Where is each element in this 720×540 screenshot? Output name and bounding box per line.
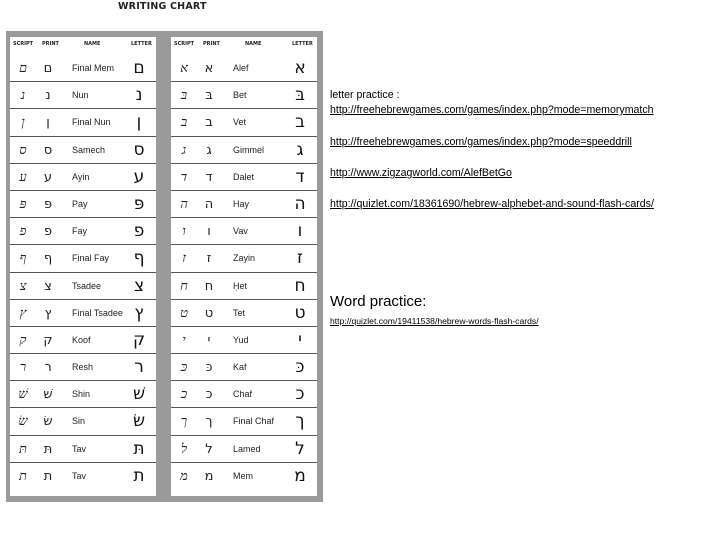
chart-panel-left	[10, 37, 156, 496]
header-script: SCRIPT	[174, 41, 195, 47]
letter-row	[10, 381, 156, 408]
hebrew-letter: ם	[133, 58, 145, 78]
column-headers	[171, 37, 317, 53]
print-glyph: י	[207, 332, 211, 348]
print-glyph: ך	[205, 414, 213, 430]
hebrew-letter: פּ	[133, 193, 145, 214]
hebrew-letter: ח	[294, 275, 306, 296]
script-glyph: ה	[180, 196, 188, 212]
letter-name: Samech	[72, 144, 106, 155]
script-glyph: ף	[19, 251, 27, 267]
print-glyph: ט	[204, 305, 214, 321]
letter-name: Kaf	[233, 362, 247, 373]
letter-name: Vet	[233, 117, 247, 128]
script-glyph: ס	[19, 142, 27, 158]
header-letter: LETTER	[292, 41, 313, 47]
header-print: PRINT	[42, 41, 59, 47]
script-glyph: ב	[180, 115, 188, 131]
print-glyph: א	[204, 61, 214, 76]
letter-name: Final Chaf	[233, 416, 275, 427]
letter-row	[10, 408, 156, 435]
script-glyph: פ	[19, 224, 27, 240]
script-glyph: מ	[180, 468, 188, 484]
script-glyph: ק	[19, 332, 27, 348]
letter-row	[171, 381, 317, 408]
letter-name: Final Fay	[72, 253, 110, 264]
hebrew-letter: ע	[133, 166, 145, 187]
letter-row	[171, 218, 317, 245]
link-alefbetgo[interactable]: http://www.zigzagworld.com/AlefBetGo	[330, 167, 512, 179]
print-glyph: שׁ	[43, 387, 53, 403]
header-script: SCRIPT	[13, 41, 34, 47]
letter-row	[10, 327, 156, 354]
script-glyph: ט	[180, 305, 188, 321]
print-glyph: צ	[44, 278, 52, 294]
print-glyph: פ	[43, 224, 53, 240]
link-memorymatch[interactable]: http://freehebrewgames.com/games/index.php?mode=memorymatch	[330, 104, 654, 116]
script-glyph: כ	[180, 387, 188, 403]
print-glyph: ק	[43, 332, 53, 348]
letter-practice-label: letter practice :	[330, 89, 400, 101]
letter-name: Bet	[233, 90, 247, 101]
script-glyph: ד	[180, 169, 188, 185]
letter-name: Sin	[72, 416, 86, 427]
letter-name: Final Tsadee	[72, 307, 123, 318]
letter-row	[171, 300, 317, 327]
letter-name: Shin	[72, 389, 91, 400]
hebrew-letter: נ	[135, 85, 143, 106]
letter-name: Gimmel	[233, 144, 264, 155]
letter-name: Tav	[72, 470, 87, 481]
print-glyph: ף	[43, 251, 53, 267]
chart-panel-right	[171, 37, 317, 496]
letter-row	[10, 218, 156, 245]
script-glyph: ו	[182, 224, 186, 240]
letter-name: Nun	[72, 90, 89, 101]
hebrew-letter: מ	[294, 465, 306, 486]
script-glyph: ל	[180, 441, 188, 457]
print-glyph: ץ	[44, 305, 52, 321]
print-glyph: ב	[205, 115, 213, 131]
print-glyph: ד	[205, 169, 213, 185]
print-glyph: ל	[205, 441, 213, 457]
letter-row	[171, 164, 317, 191]
hebrew-letter: ב	[295, 112, 305, 133]
script-glyph: צ	[19, 278, 27, 294]
print-glyph: ם	[43, 61, 53, 76]
letter-row	[171, 245, 317, 272]
letter-row	[10, 436, 156, 463]
print-glyph: ז	[206, 251, 212, 267]
hebrew-letter: י	[298, 329, 302, 350]
script-glyph: שׂ	[18, 414, 28, 430]
hebrew-letter: ט	[294, 302, 306, 323]
letter-name: Ḥet	[233, 280, 248, 291]
letter-name: Tet	[233, 307, 246, 318]
script-glyph: י	[182, 332, 186, 348]
script-glyph: שׁ	[18, 387, 28, 403]
header-print: PRINT	[203, 41, 220, 47]
hebrew-letter: ץ	[134, 302, 144, 323]
print-glyph: ת	[43, 468, 53, 484]
hebrew-letter: ת	[133, 465, 145, 486]
letter-name: Koof	[72, 334, 91, 345]
letter-name: Final Mem	[72, 63, 115, 73]
letter-row	[171, 463, 317, 490]
hebrew-letter: ה	[294, 193, 306, 214]
print-glyph: ו	[207, 224, 211, 240]
letter-name: Lamed	[233, 443, 261, 454]
script-glyph: ע	[19, 169, 27, 185]
script-glyph: ת	[19, 468, 27, 484]
letter-row	[10, 463, 156, 490]
hebrew-letter: בּ	[295, 85, 305, 106]
hebrew-letter: ף	[133, 248, 145, 269]
header-name: NAME	[84, 41, 101, 47]
letter-name: Mem	[233, 470, 253, 481]
letter-name: Alef	[233, 63, 249, 73]
print-glyph: ר	[44, 360, 52, 376]
link-speeddrill[interactable]: http://freehebrewgames.com/games/index.php?mode=speeddrill	[330, 136, 632, 148]
letter-rows-right	[171, 55, 317, 490]
script-glyph: ץ	[19, 305, 27, 321]
letter-row	[10, 354, 156, 381]
hebrew-letter: ז	[297, 248, 303, 269]
chart-title: WRITING CHART	[118, 1, 207, 12]
hebrew-letter: שׂ	[132, 411, 146, 432]
hebrew-letter: ו	[297, 221, 303, 242]
print-glyph: ח	[204, 278, 214, 294]
letter-row	[10, 300, 156, 327]
letter-row	[171, 191, 317, 218]
print-glyph: ע	[43, 169, 53, 185]
link-quizlet-alphabet[interactable]: http://quizlet.com/18361690/hebrew-alphebet-and-sound-flash-cards/	[330, 198, 654, 210]
print-glyph: כּ	[205, 360, 213, 376]
script-glyph: בּ	[180, 88, 188, 104]
letter-row	[10, 137, 156, 164]
script-glyph: נ	[20, 88, 26, 104]
hebrew-letter: א	[294, 58, 306, 78]
hebrew-letter: פ	[133, 221, 145, 242]
hebrew-letter: ס	[133, 139, 145, 160]
letter-name: Tsadee	[72, 280, 102, 291]
letter-rows-left	[10, 55, 156, 490]
column-headers	[10, 37, 156, 53]
hebrew-letter: ך	[295, 411, 305, 432]
hebrew-letter: ר	[134, 357, 144, 378]
print-glyph: שׂ	[43, 414, 53, 430]
script-glyph: כּ	[180, 360, 188, 376]
print-glyph: ס	[43, 142, 53, 158]
letter-name: Hay	[233, 198, 250, 209]
print-glyph: תּ	[43, 441, 53, 457]
letter-row	[171, 327, 317, 354]
hebrew-letter: צ	[133, 275, 145, 296]
print-glyph: כ	[205, 387, 213, 403]
print-glyph: ה	[204, 196, 214, 212]
letter-row	[171, 273, 317, 300]
letter-row	[171, 109, 317, 136]
print-glyph: בּ	[205, 88, 213, 104]
letter-name: Vav	[233, 226, 248, 237]
script-glyph: ח	[180, 278, 188, 294]
letter-row	[10, 55, 156, 82]
script-glyph: ג	[181, 142, 187, 158]
letter-row	[171, 82, 317, 109]
letter-name: Fay	[72, 226, 88, 237]
letter-row	[10, 191, 156, 218]
letter-row	[10, 164, 156, 191]
writing-chart	[6, 31, 323, 502]
header-name: NAME	[245, 41, 262, 47]
script-glyph: ז	[182, 251, 186, 267]
letter-name: Resh	[72, 362, 94, 373]
print-glyph: מ	[204, 468, 214, 484]
print-glyph: ן	[46, 115, 50, 131]
print-glyph: פּ	[43, 196, 53, 212]
letter-name: Dalet	[233, 171, 255, 182]
letter-name: Chaf	[233, 389, 253, 400]
letter-row	[171, 408, 317, 435]
hebrew-letter: ג	[296, 139, 304, 160]
hebrew-letter: ק	[132, 329, 146, 350]
script-glyph: ר	[19, 360, 27, 376]
script-glyph: ך	[180, 414, 188, 430]
letter-name: Pay	[72, 198, 88, 209]
letter-row	[10, 82, 156, 109]
hebrew-letter: ד	[295, 166, 305, 187]
hebrew-letter: ל	[295, 438, 305, 459]
header-letter: LETTER	[131, 41, 152, 47]
print-glyph: נ	[45, 88, 51, 104]
hebrew-letter: כּ	[295, 357, 305, 378]
letter-row	[10, 245, 156, 272]
hebrew-letter: תּ	[133, 438, 145, 459]
script-glyph: תּ	[19, 441, 27, 457]
letter-row	[171, 137, 317, 164]
letter-row	[10, 109, 156, 136]
letter-name: Yud	[233, 334, 249, 345]
script-glyph: ן	[21, 115, 25, 131]
hebrew-letter: כ	[295, 384, 305, 405]
script-glyph: ם	[18, 61, 28, 76]
letter-row	[171, 436, 317, 463]
letter-name: Zayin	[233, 253, 256, 264]
letter-row	[10, 273, 156, 300]
letter-row	[171, 354, 317, 381]
letter-name: Ayin	[72, 171, 90, 182]
script-glyph: א	[180, 61, 188, 76]
hebrew-letter: שׁ	[132, 384, 146, 405]
word-practice-heading: Word practice:	[330, 293, 427, 310]
print-glyph: ג	[206, 142, 212, 158]
letter-name: Final Nun	[72, 117, 111, 128]
script-glyph: פּ	[19, 196, 27, 212]
link-quizlet-words[interactable]: http://quizlet.com/19411538/hebrew-words-flash-cards/	[330, 316, 539, 326]
hebrew-letter: ן	[136, 112, 142, 133]
letter-name: Tav	[72, 443, 87, 454]
letter-row	[171, 55, 317, 82]
